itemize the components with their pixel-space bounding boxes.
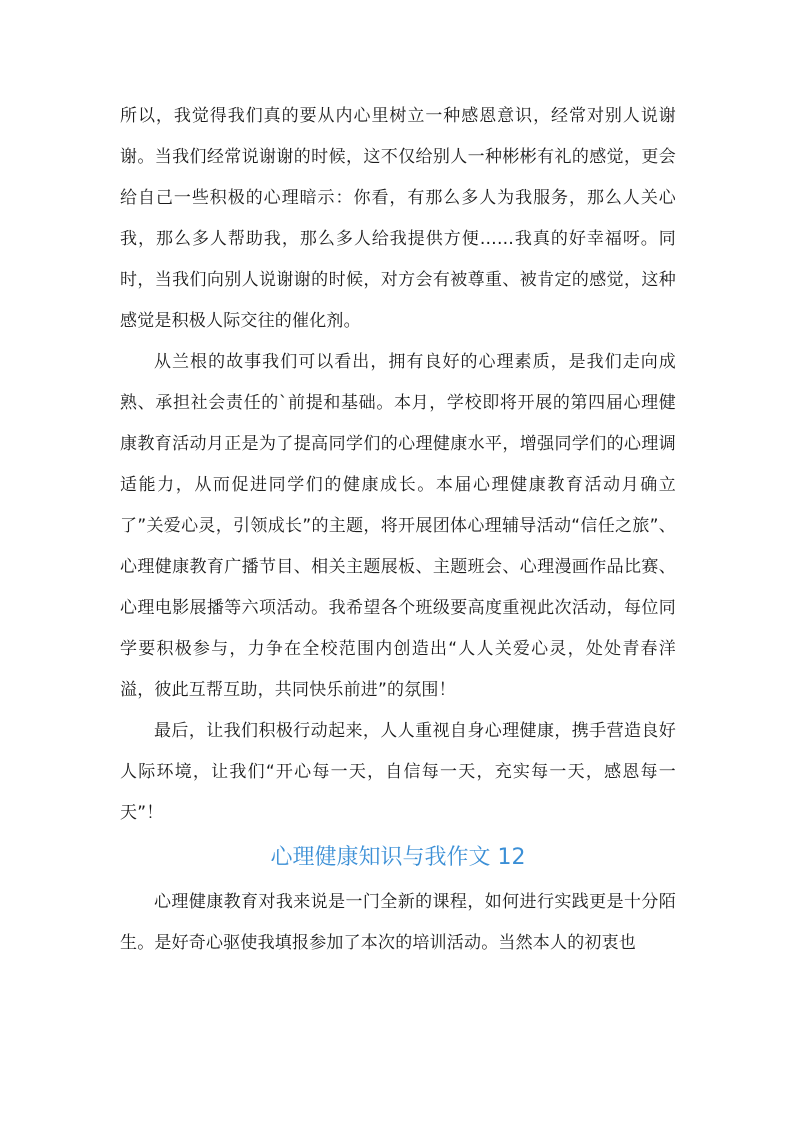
paragraph-mental-health-month: 从兰根的故事我们可以看出，拥有良好的心理素质，是我们走向成熟、承担社会责任的`前提和基础。本月，学校即将开展的第四届心理健康教育活动月正是为了提高同学们的心理健康水平，增强同学们的心理调适能力，从而促进同学们的健康成长。本届心理健康教育活动月确立了”关爱心灵，引领成长”的主题，将开展团体心理辅导活动“信任之旅”、心理健康教育广播节目、相关主题展板、主题班会、心理漫画作品比赛、心理电影展播等六项活动。我希望各个班级要高度重视此次活动，每位同学要积极参与，力争在全校范围内创造出“人人关爱心灵，处处青春洋溢，彼此互帮互助，共同快乐前进”的氛围！ [120, 352, 676, 700]
paragraph-gratitude: 所以，我觉得我们真的要从内心里树立一种感恩意识，经常对别人说谢谢。当我们经常说谢谢的时候，这不仅给别人一种彬彬有礼的感觉，更会给自己一些积极的心理暗示：你看，有那么多人为我服务，那么人关心我，那么多人帮助我，那么多人给我提供方便……我真的好幸福呀。同时，当我们向别人说谢谢的时候，对方会有被尊重、被肯定的感觉，这种感觉是积极人际交往的催化剂。 [120, 106, 676, 331]
document-body [120, 96, 676, 964]
paragraph-new-section: 心理健康教育对我来说是一门全新的课程，如何进行实践更是十分陌生。是好奇心驱使我填报参加了本次的培训活动。当然本人的初衷也 [120, 892, 676, 953]
section-heading: 心理健康知识与我作文 12 [270, 845, 526, 870]
paragraph-closing: 最后，让我们积极行动起来，人人重视自身心理健康，携手营造良好人际环境，让我们“开心每一天，自信每一天，充实每一天，感恩每一天”！ [120, 721, 676, 823]
